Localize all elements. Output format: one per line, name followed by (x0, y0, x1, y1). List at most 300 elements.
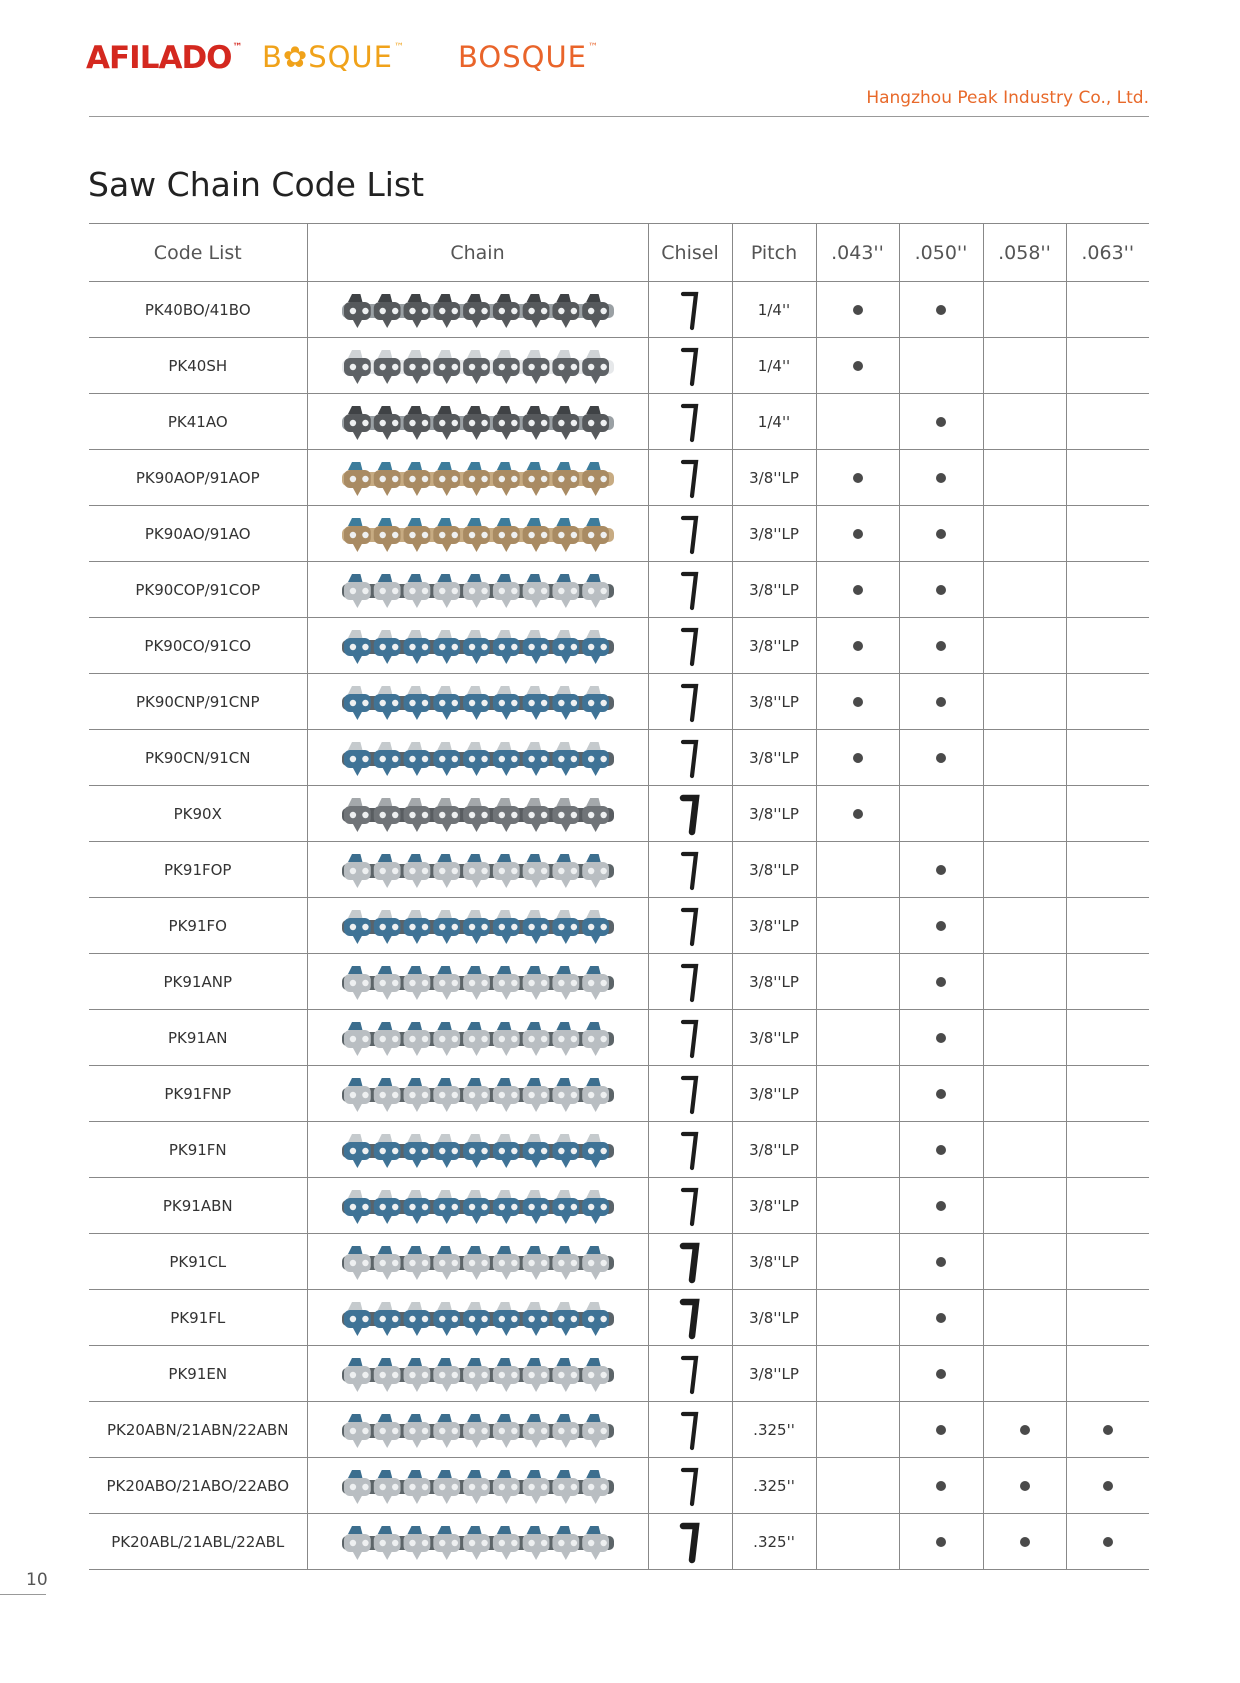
chisel-profile-icon (679, 568, 701, 612)
chisel-cell (648, 618, 732, 674)
table-row (89, 394, 1149, 450)
chisel-profile-icon (679, 848, 701, 892)
gauge-cell-058 (983, 1066, 1066, 1122)
gauge-cell-050 (899, 954, 983, 1010)
chisel-cell (648, 450, 732, 506)
chisel-profile-icon (679, 1016, 701, 1060)
code-cell: PK20ABL/21ABL/22ABL (89, 1514, 307, 1570)
chain-cell (307, 1234, 648, 1290)
page-title: Saw Chain Code List (88, 165, 425, 204)
gauge-cell-063 (1066, 898, 1149, 954)
table-row (89, 954, 1149, 1010)
pitch-cell: 3/8''LP (732, 562, 816, 618)
gauge-cell-050 (899, 1010, 983, 1066)
chisel-cell (648, 898, 732, 954)
gauge-cell-063 (1066, 394, 1149, 450)
brand-logo-afilado (86, 40, 242, 76)
gauge-cell-043 (816, 618, 899, 674)
chain-image (338, 1018, 618, 1058)
gauge-cell-058 (983, 1402, 1066, 1458)
table-row (89, 1122, 1149, 1178)
chain-cell (307, 1402, 648, 1458)
chisel-cell (648, 1346, 732, 1402)
brand-logo-bosque-yellow (262, 40, 405, 74)
gauge-cell-058 (983, 954, 1066, 1010)
pitch-cell: 3/8''LP (732, 730, 816, 786)
gauge-cell-050 (899, 450, 983, 506)
availability-dot-icon (936, 473, 946, 483)
chisel-cell (648, 1234, 732, 1290)
table-row (89, 618, 1149, 674)
pitch-cell: .325'' (732, 1402, 816, 1458)
chain-image (338, 1466, 618, 1506)
gauge-cell-043 (816, 506, 899, 562)
gauge-cell-043 (816, 898, 899, 954)
brand-name: AFILADO (86, 40, 232, 76)
gauge-cell-050 (899, 506, 983, 562)
chain-cell (307, 730, 648, 786)
availability-dot-icon (936, 1089, 946, 1099)
availability-dot-icon (936, 585, 946, 595)
gauge-cell-058 (983, 338, 1066, 394)
gauge-cell-063 (1066, 954, 1149, 1010)
chain-image (338, 626, 618, 666)
code-cell: PK91FOP (89, 842, 307, 898)
table-row (89, 1514, 1149, 1570)
header-divider (89, 116, 1149, 117)
chain-cell (307, 898, 648, 954)
gauge-cell-058 (983, 506, 1066, 562)
availability-dot-icon (936, 1201, 946, 1211)
chain-cell (307, 562, 648, 618)
gauge-cell-058 (983, 1122, 1066, 1178)
page-number: 10 (26, 1570, 48, 1590)
code-cell: PK90AOP/91AOP (89, 450, 307, 506)
pitch-cell: 3/8''LP (732, 1290, 816, 1346)
code-cell: PK20ABN/21ABN/22ABN (89, 1402, 307, 1458)
availability-dot-icon (936, 921, 946, 931)
availability-dot-icon (936, 305, 946, 315)
pitch-cell: 3/8''LP (732, 842, 816, 898)
gauge-cell-058 (983, 786, 1066, 842)
pitch-cell: 3/8''LP (732, 1178, 816, 1234)
gauge-cell-063 (1066, 674, 1149, 730)
gauge-cell-043 (816, 842, 899, 898)
trademark-mark: ™ (393, 42, 405, 53)
gauge-cell-063 (1066, 1234, 1149, 1290)
gauge-cell-050 (899, 730, 983, 786)
gauge-cell-043 (816, 1346, 899, 1402)
code-cell: PK40BO/41BO (89, 282, 307, 338)
code-cell: PK91CL (89, 1234, 307, 1290)
chisel-profile-icon (679, 736, 701, 780)
gauge-cell-050 (899, 1458, 983, 1514)
table-row (89, 786, 1149, 842)
gauge-cell-043 (816, 730, 899, 786)
gauge-cell-050 (899, 1290, 983, 1346)
chain-image (338, 514, 618, 554)
availability-dot-icon (1020, 1425, 1030, 1435)
chain-cell (307, 674, 648, 730)
availability-dot-icon (1020, 1537, 1030, 1547)
chain-cell (307, 1010, 648, 1066)
brand-logo-bosque-orange (458, 40, 599, 74)
gauge-cell-050 (899, 618, 983, 674)
gauge-cell-050 (899, 786, 983, 842)
chain-image (338, 738, 618, 778)
gauge-cell-063 (1066, 338, 1149, 394)
chain-image (338, 850, 618, 890)
gauge-cell-063 (1066, 1346, 1149, 1402)
availability-dot-icon (936, 1313, 946, 1323)
availability-dot-icon (936, 977, 946, 987)
availability-dot-icon (936, 1145, 946, 1155)
chain-image (338, 962, 618, 1002)
availability-dot-icon (1103, 1425, 1113, 1435)
chisel-cell (648, 786, 732, 842)
chain-cell (307, 786, 648, 842)
pitch-cell: 3/8''LP (732, 450, 816, 506)
chain-cell (307, 842, 648, 898)
gauge-cell-063 (1066, 842, 1149, 898)
gauge-cell-058 (983, 674, 1066, 730)
brand-name: BOSQUE (458, 40, 587, 74)
chain-cell (307, 1178, 648, 1234)
gauge-cell-063 (1066, 506, 1149, 562)
gauge-cell-043 (816, 786, 899, 842)
code-cell: PK90CNP/91CNP (89, 674, 307, 730)
availability-dot-icon (853, 585, 863, 595)
gauge-cell-043 (816, 1178, 899, 1234)
code-cell: PK90AO/91AO (89, 506, 307, 562)
gauge-cell-063 (1066, 1514, 1149, 1570)
gauge-cell-063 (1066, 450, 1149, 506)
availability-dot-icon (936, 1481, 946, 1491)
chisel-cell (648, 1290, 732, 1346)
table-row (89, 1178, 1149, 1234)
header-gauge-058: .058'' (983, 224, 1066, 282)
chisel-profile-icon (679, 288, 701, 332)
code-cell: PK91EN (89, 1346, 307, 1402)
availability-dot-icon (936, 1537, 946, 1547)
chisel-cell (648, 1458, 732, 1514)
chain-image (338, 906, 618, 946)
chisel-profile-icon (679, 344, 701, 388)
availability-dot-icon (936, 1369, 946, 1379)
chisel-profile-icon (679, 1072, 701, 1116)
chisel-cell (648, 506, 732, 562)
gauge-cell-058 (983, 1290, 1066, 1346)
availability-dot-icon (1020, 1481, 1030, 1491)
gauge-cell-063 (1066, 1066, 1149, 1122)
header-gauge-050: .050'' (899, 224, 983, 282)
company-name: Hangzhou Peak Industry Co., Ltd. (866, 88, 1149, 108)
chisel-cell (648, 1402, 732, 1458)
gauge-cell-043 (816, 1066, 899, 1122)
code-cell: PK91ANP (89, 954, 307, 1010)
header-gauge-063: .063'' (1066, 224, 1149, 282)
chain-image (338, 458, 618, 498)
chain-image (338, 1074, 618, 1114)
chain-image (338, 346, 618, 386)
gauge-cell-063 (1066, 1402, 1149, 1458)
gauge-cell-063 (1066, 1458, 1149, 1514)
chain-cell (307, 1290, 648, 1346)
code-cell: PK91FO (89, 898, 307, 954)
trademark-mark: ™ (588, 42, 599, 53)
gauge-cell-050 (899, 674, 983, 730)
table-row (89, 1010, 1149, 1066)
gauge-cell-043 (816, 394, 899, 450)
chain-image (338, 1298, 618, 1338)
table-row (89, 338, 1149, 394)
chain-image (338, 794, 618, 834)
chisel-profile-icon (679, 680, 701, 724)
gauge-cell-063 (1066, 730, 1149, 786)
code-cell: PK90COP/91COP (89, 562, 307, 618)
chain-cell (307, 1458, 648, 1514)
chisel-cell (648, 954, 732, 1010)
code-cell: PK40SH (89, 338, 307, 394)
gauge-cell-050 (899, 1178, 983, 1234)
availability-dot-icon (1103, 1481, 1113, 1491)
gauge-cell-050 (899, 282, 983, 338)
gauge-cell-043 (816, 1402, 899, 1458)
chain-image (338, 1186, 618, 1226)
chain-cell (307, 1514, 648, 1570)
chain-image (338, 1242, 618, 1282)
gauge-cell-058 (983, 842, 1066, 898)
header-chisel: Chisel (648, 224, 732, 282)
code-cell: PK91FNP (89, 1066, 307, 1122)
chain-image (338, 1130, 618, 1170)
chisel-cell (648, 1178, 732, 1234)
chisel-cell (648, 394, 732, 450)
chisel-profile-icon (679, 1464, 701, 1508)
gauge-cell-058 (983, 730, 1066, 786)
gauge-cell-058 (983, 1010, 1066, 1066)
chisel-profile-icon (679, 1408, 701, 1452)
table-row (89, 1346, 1149, 1402)
gauge-cell-063 (1066, 786, 1149, 842)
code-cell: PK91FN (89, 1122, 307, 1178)
gauge-cell-058 (983, 618, 1066, 674)
pitch-cell: .325'' (732, 1458, 816, 1514)
chain-cell (307, 338, 648, 394)
table-row (89, 898, 1149, 954)
chisel-profile-icon (679, 904, 701, 948)
gauge-cell-063 (1066, 282, 1149, 338)
gauge-cell-063 (1066, 1178, 1149, 1234)
page-number-rule (0, 1594, 46, 1595)
gauge-cell-058 (983, 562, 1066, 618)
header-pitch: Pitch (732, 224, 816, 282)
trademark-mark: ™ (232, 42, 242, 53)
pitch-cell: 3/8''LP (732, 674, 816, 730)
chain-cell (307, 954, 648, 1010)
code-cell: PK90CO/91CO (89, 618, 307, 674)
chain-cell (307, 506, 648, 562)
gauge-cell-058 (983, 282, 1066, 338)
gauge-cell-058 (983, 1514, 1066, 1570)
chisel-profile-icon (679, 792, 701, 836)
chisel-cell (648, 1514, 732, 1570)
chisel-cell (648, 282, 732, 338)
table-row (89, 282, 1149, 338)
gauge-cell-050 (899, 562, 983, 618)
chisel-profile-icon (679, 1296, 701, 1340)
gauge-cell-043 (816, 954, 899, 1010)
code-cell: PK90CN/91CN (89, 730, 307, 786)
availability-dot-icon (853, 809, 863, 819)
chisel-profile-icon (679, 1240, 701, 1284)
table-row (89, 1234, 1149, 1290)
chain-cell (307, 1346, 648, 1402)
pitch-cell: 3/8''LP (732, 1234, 816, 1290)
code-cell: PK91ABN (89, 1178, 307, 1234)
chisel-cell (648, 842, 732, 898)
chisel-cell (648, 1122, 732, 1178)
code-cell: PK90X (89, 786, 307, 842)
availability-dot-icon (936, 1033, 946, 1043)
gauge-cell-050 (899, 338, 983, 394)
gauge-cell-043 (816, 1514, 899, 1570)
availability-dot-icon (936, 697, 946, 707)
pitch-cell: 1/4'' (732, 394, 816, 450)
chisel-profile-icon (679, 400, 701, 444)
availability-dot-icon (936, 1257, 946, 1267)
table-row (89, 842, 1149, 898)
pitch-cell: 3/8''LP (732, 1066, 816, 1122)
chisel-cell (648, 1066, 732, 1122)
code-cell: PK41AO (89, 394, 307, 450)
chisel-profile-icon (679, 1352, 701, 1396)
table-row (89, 1066, 1149, 1122)
table-row (89, 450, 1149, 506)
availability-dot-icon (936, 1425, 946, 1435)
pitch-cell: 3/8''LP (732, 1010, 816, 1066)
table-row (89, 730, 1149, 786)
availability-dot-icon (853, 753, 863, 763)
gauge-cell-050 (899, 1122, 983, 1178)
chain-image (338, 1354, 618, 1394)
availability-dot-icon (936, 753, 946, 763)
header-code-list: Code List (89, 224, 307, 282)
pitch-cell: 3/8''LP (732, 618, 816, 674)
availability-dot-icon (853, 641, 863, 651)
gauge-cell-043 (816, 338, 899, 394)
chain-image (338, 1522, 618, 1562)
table-header-row (89, 224, 1149, 282)
availability-dot-icon (1103, 1537, 1113, 1547)
availability-dot-icon (936, 641, 946, 651)
gauge-cell-050 (899, 1346, 983, 1402)
table-row (89, 1402, 1149, 1458)
gauge-cell-063 (1066, 1010, 1149, 1066)
chain-image (338, 570, 618, 610)
chisel-profile-icon (679, 624, 701, 668)
table-row (89, 1290, 1149, 1346)
gauge-cell-063 (1066, 562, 1149, 618)
chisel-cell (648, 338, 732, 394)
availability-dot-icon (853, 697, 863, 707)
code-cell: PK91FL (89, 1290, 307, 1346)
gauge-cell-063 (1066, 1290, 1149, 1346)
pitch-cell: 3/8''LP (732, 954, 816, 1010)
gauge-cell-058 (983, 1234, 1066, 1290)
table-row (89, 562, 1149, 618)
availability-dot-icon (936, 529, 946, 539)
chain-image (338, 290, 618, 330)
gauge-cell-050 (899, 1066, 983, 1122)
saw-chain-code-table (89, 223, 1149, 1570)
gauge-cell-058 (983, 450, 1066, 506)
availability-dot-icon (853, 529, 863, 539)
gauge-cell-050 (899, 1402, 983, 1458)
chisel-profile-icon (679, 456, 701, 500)
availability-dot-icon (936, 417, 946, 427)
availability-dot-icon (936, 865, 946, 875)
pitch-cell: 3/8''LP (732, 1122, 816, 1178)
chain-cell (307, 282, 648, 338)
header-chain: Chain (307, 224, 648, 282)
chisel-profile-icon (679, 1520, 701, 1564)
gauge-cell-043 (816, 674, 899, 730)
availability-dot-icon (853, 473, 863, 483)
chain-image (338, 402, 618, 442)
pitch-cell: 3/8''LP (732, 786, 816, 842)
code-cell: PK20ABO/21ABO/22ABO (89, 1458, 307, 1514)
gauge-cell-050 (899, 1234, 983, 1290)
pitch-cell: 1/4'' (732, 282, 816, 338)
chisel-profile-icon (679, 1184, 701, 1228)
gauge-cell-058 (983, 1178, 1066, 1234)
chain-image (338, 1410, 618, 1450)
gauge-cell-043 (816, 1234, 899, 1290)
gauge-cell-043 (816, 1122, 899, 1178)
gauge-cell-043 (816, 1458, 899, 1514)
table-row (89, 1458, 1149, 1514)
chain-cell (307, 1066, 648, 1122)
table-row (89, 506, 1149, 562)
gauge-cell-043 (816, 562, 899, 618)
availability-dot-icon (853, 361, 863, 371)
chisel-profile-icon (679, 512, 701, 556)
gauge-cell-063 (1066, 1122, 1149, 1178)
chain-image (338, 682, 618, 722)
brand-name: B✿SQUE (262, 40, 393, 74)
gauge-cell-043 (816, 282, 899, 338)
pitch-cell: 1/4'' (732, 338, 816, 394)
pitch-cell: .325'' (732, 1514, 816, 1570)
chain-cell (307, 618, 648, 674)
gauge-cell-050 (899, 394, 983, 450)
gauge-cell-058 (983, 394, 1066, 450)
chain-cell (307, 450, 648, 506)
chain-cell (307, 394, 648, 450)
pitch-cell: 3/8''LP (732, 1346, 816, 1402)
gauge-cell-050 (899, 898, 983, 954)
gauge-cell-043 (816, 1010, 899, 1066)
gauge-cell-043 (816, 1290, 899, 1346)
chisel-cell (648, 1010, 732, 1066)
gauge-cell-058 (983, 1346, 1066, 1402)
gauge-cell-058 (983, 1458, 1066, 1514)
gauge-cell-058 (983, 898, 1066, 954)
code-cell: PK91AN (89, 1010, 307, 1066)
availability-dot-icon (853, 305, 863, 315)
chisel-profile-icon (679, 960, 701, 1004)
